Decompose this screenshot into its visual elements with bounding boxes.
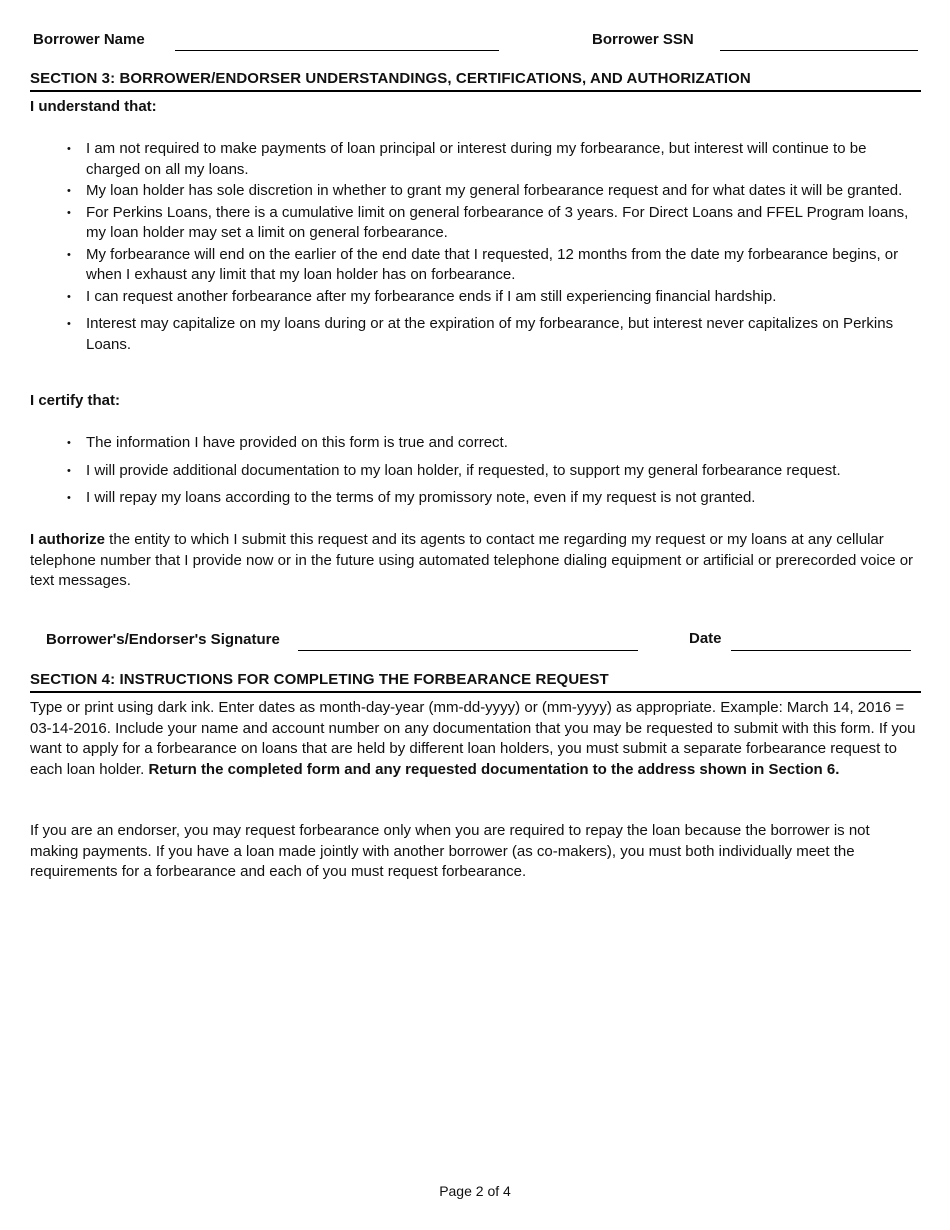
instructions-paragraph bbox=[30, 698, 922, 780]
authorize-bold: I authorize bbox=[30, 531, 106, 548]
page-number: Page 2 of 4 bbox=[439, 1183, 511, 1199]
list-item: • For Perkins Loans, there is a cumulative limit on general forbearance of 3 years. For Direct Loans and FFEL Program loans, my loan holder may set a limit on general forbearance. bbox=[30, 203, 915, 244]
borrower-name-label: Borrower Name bbox=[33, 31, 145, 48]
understand-heading: I understand that: bbox=[30, 98, 157, 115]
borrower-name-field[interactable] bbox=[175, 50, 499, 51]
authorization-paragraph bbox=[30, 530, 922, 592]
signature-label: Borrower's/Endorser's Signature bbox=[46, 631, 280, 648]
authorize-text: the entity to which I submit this request and its agents to contact me regarding my request or my loans at any cellular telephone number that I provide now or in the future using automated telephone dialing equipment or artificial or prerecorded voice or text messages. bbox=[30, 531, 914, 589]
certify-list bbox=[30, 433, 915, 509]
date-field[interactable] bbox=[731, 650, 911, 651]
endorser-paragraph: If you are an endorser, you may request forbearance only when you are required to repay the loan because the borrower is not making payments. If you have a loan made jointly with another borrower (as co-makers), you must both individually meet the requirements for a forbearance and each of you must request forbearance. bbox=[30, 822, 870, 880]
list-item: • I can request another forbearance after my forbearance ends if I am still experiencing financial hardship. bbox=[30, 287, 915, 308]
date-label: Date bbox=[689, 630, 722, 647]
signature-field[interactable] bbox=[298, 650, 638, 651]
instructions-text: Type or print using dark ink. Enter dates as month-day-year (mm-dd-yyyy) or (mm-yyyy) as appropriate. Example: March 14, 2016 = 03-14-2016. Include your name and account number on any documentation that you may be requested to submit with this form. If you want to apply for a forbearance on loans that are held by different loan holders, you must submit a separate forbearance request to each loan holder. bbox=[30, 699, 916, 778]
instructions-bold: Return the completed form and any requested documentation to the address shown in Section 6. bbox=[148, 760, 840, 778]
list-item: • My forbearance will end on the earlier of the end date that I requested, 12 months from the date my forbearance begins, or when I exhaust any limit that my loan holder has on forbearance. bbox=[30, 245, 915, 286]
list-item: • Interest may capitalize on my loans during or at the expiration of my forbearance, but interest never capitalizes on Perkins Loans. bbox=[30, 314, 915, 355]
certify-heading: I certify that: bbox=[30, 392, 121, 409]
understand-list bbox=[30, 139, 915, 355]
borrower-ssn-label: Borrower SSN bbox=[592, 31, 694, 48]
list-item: • I will repay my loans according to the terms of my promissory note, even if my request is not granted. bbox=[30, 488, 915, 509]
list-item: • My loan holder has sole discretion in whether to grant my general forbearance request and for what dates it will be granted. bbox=[30, 181, 915, 202]
list-item: • I will provide additional documentation to my loan holder, if requested, to support my general forbearance request. bbox=[30, 461, 915, 482]
list-item: • I am not required to make payments of loan principal or interest during my forbearance, but interest will continue to be charged on all my loans. bbox=[30, 139, 915, 180]
section-3-title: SECTION 3: BORROWER/ENDORSER UNDERSTANDINGS, CERTIFICATIONS, AND AUTHORIZATION bbox=[30, 70, 921, 92]
borrower-ssn-field[interactable] bbox=[720, 50, 918, 51]
list-item: • The information I have provided on this form is true and correct. bbox=[30, 433, 915, 454]
section-4-title: SECTION 4: INSTRUCTIONS FOR COMPLETING THE FORBEARANCE REQUEST bbox=[30, 671, 921, 693]
